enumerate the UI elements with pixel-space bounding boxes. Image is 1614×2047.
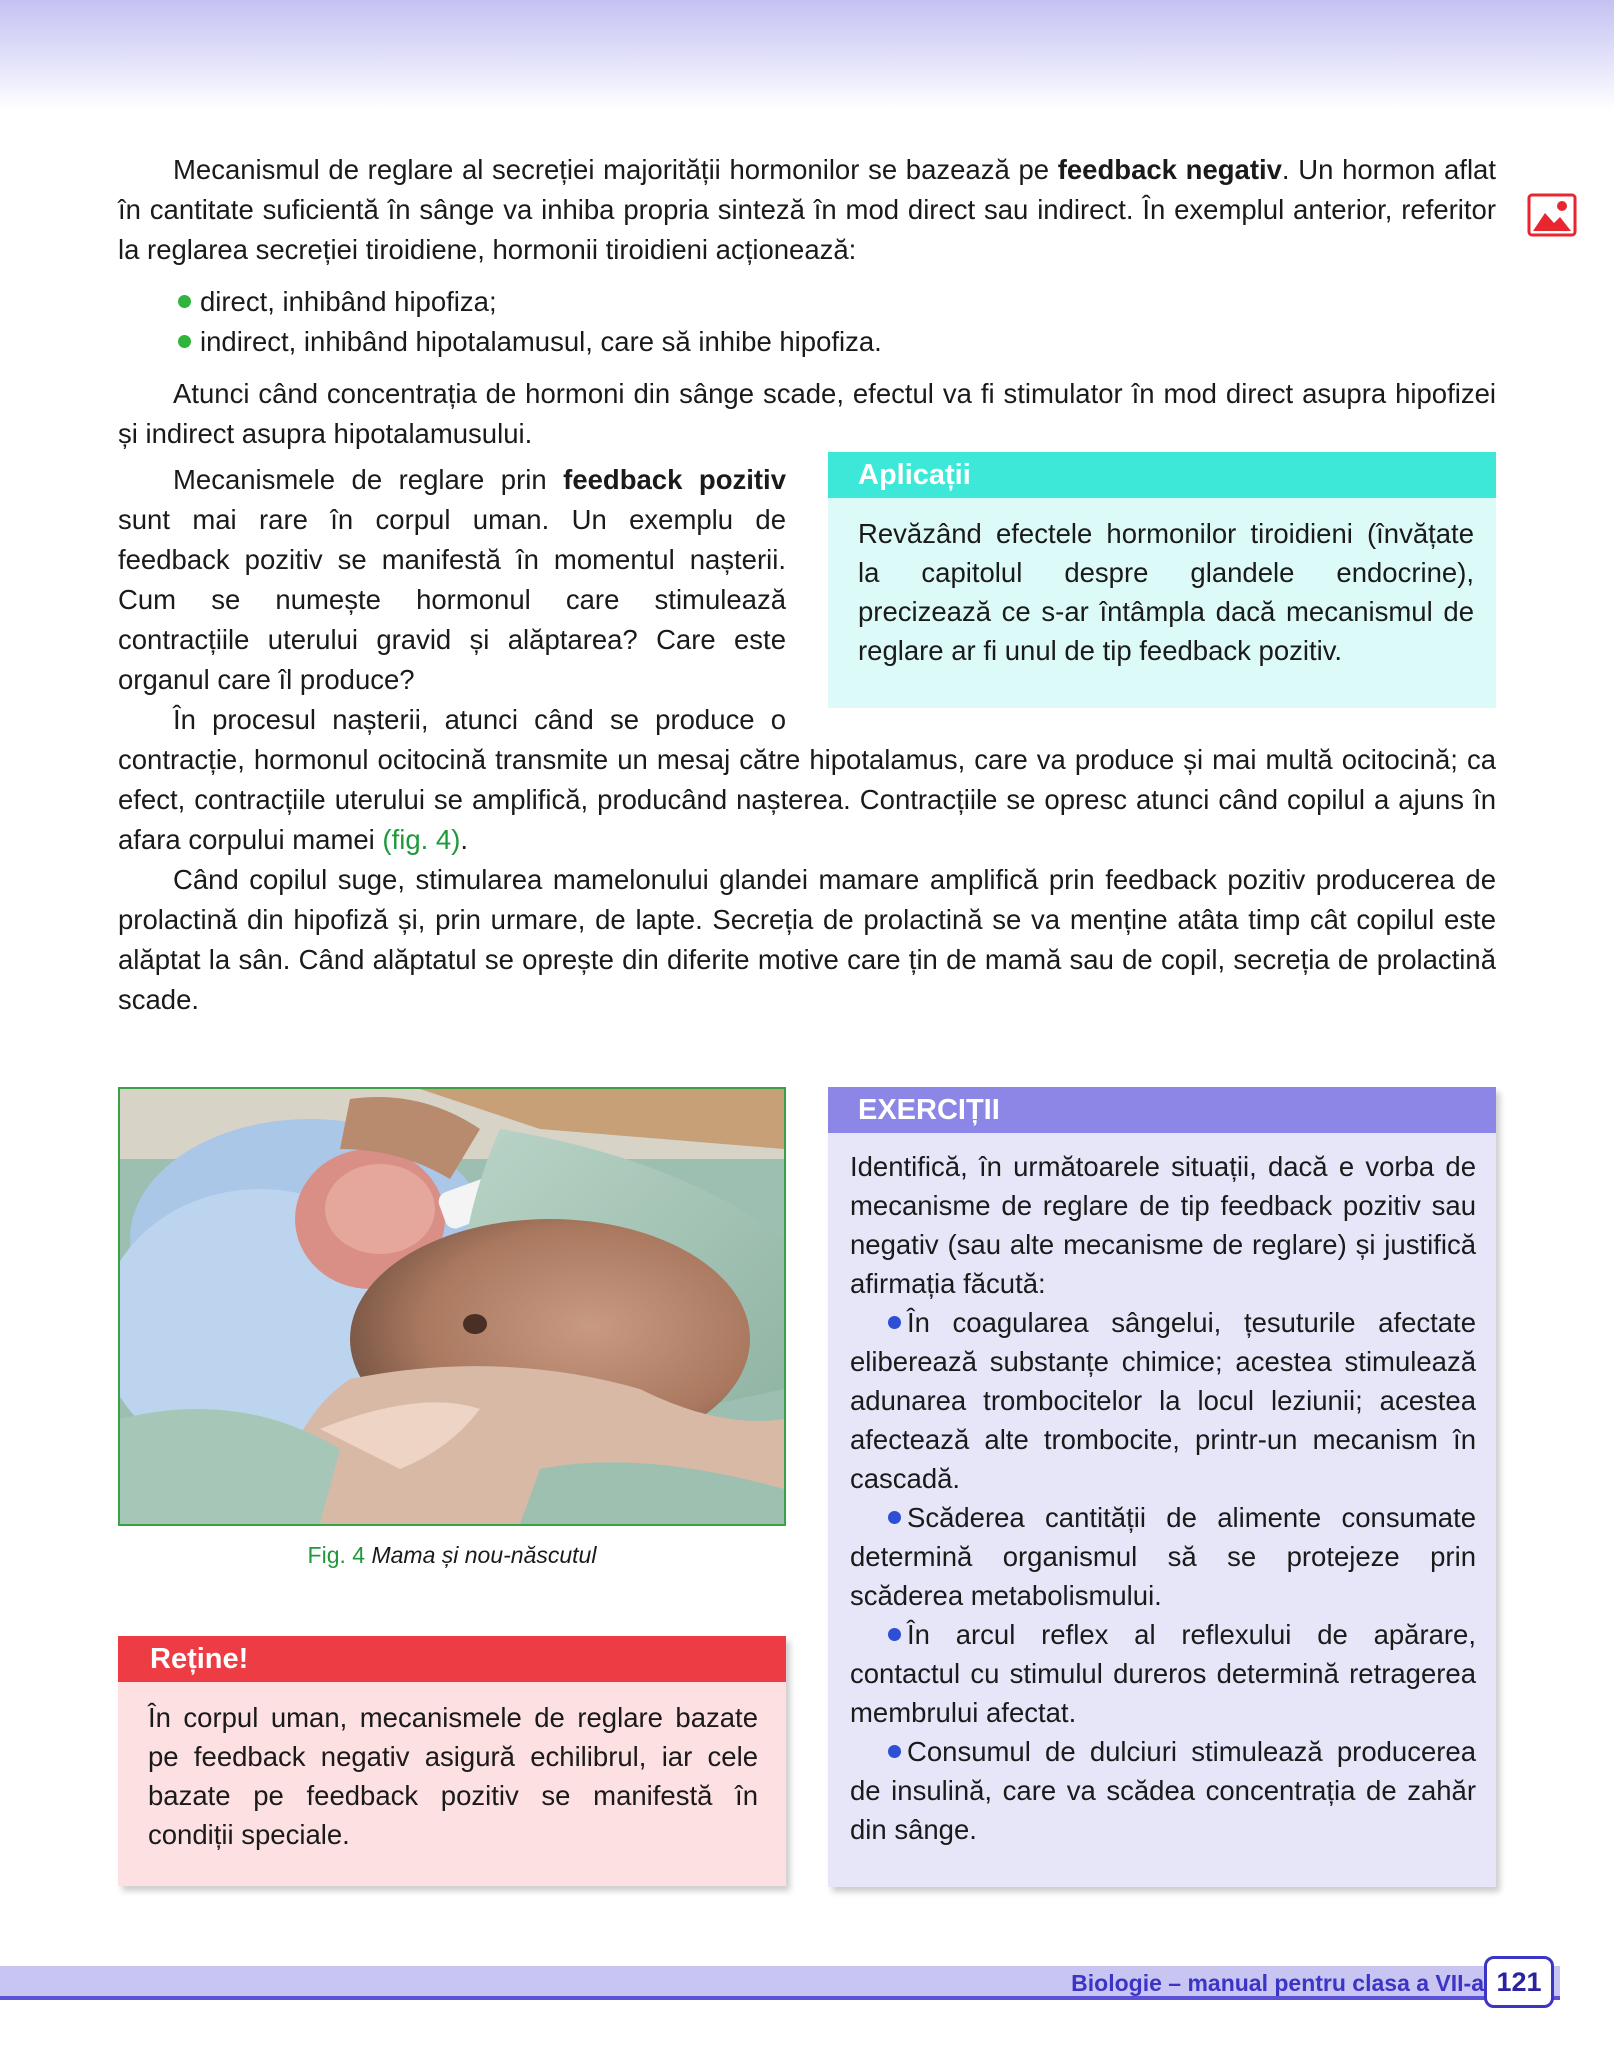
exercise-item: Scăderea cantității de alimente consumate determină organismul să se protejeze prin scăderea metabolismului. — [850, 1502, 1476, 1611]
exercise-item: În coagularea sângelui, țesuturile afectate eliberează substanțe chimice; acestea stimulează adunarea trombocitelor la locul leziunii; acestea afectează alte trombocite, printr-un mecanism în cascadă. — [850, 1307, 1476, 1494]
figure-label: Fig. 4 — [307, 1542, 366, 1568]
exercitii-box — [828, 1087, 1496, 1887]
figure-caption — [118, 1540, 786, 1570]
book-title: Biologie – manual pentru clasa a VII-a — [1071, 1970, 1484, 1996]
exercise-item: Consumul de dulciuri stimulează producerea de insulină, care va scădea concentrația de zahăr din sânge. — [850, 1736, 1476, 1845]
aplicatii-box — [828, 452, 1496, 708]
figure-reference: (fig. 4) — [382, 824, 461, 855]
retine-title: Reține! — [118, 1636, 786, 1682]
mother-newborn-photo — [118, 1087, 786, 1526]
retine-text: În corpul uman, mecanismele de reglare bazate pe feedback negativ asigură echilibrul, iar cele bazate pe feedback pozitiv se manifestă în condiții speciale. — [148, 1702, 758, 1850]
top-header-band — [0, 0, 1614, 110]
intro-paragraph-2: Atunci când concentrația de hormoni din sânge scade, efectul va fi stimulator în mod direct asupra hipofizei și indirect asupra hipotalamusului. — [118, 378, 1496, 449]
exercitii-body — [828, 1133, 1496, 1849]
continued-section — [118, 740, 1496, 1020]
list-item: direct, inhibând hipofiza; — [174, 282, 1496, 322]
prolactin-paragraph: Când copilul suge, stimularea mamelonului glandei mamare amplifică prin feedback pozitiv producerea de prolactină din hipofiză și, prin urmare, de lapte. Secreția de prolactină se va menține atâta timp cât copilul este alăptat la sân. Când alăptatul se oprește din diferite motive care țin de mamă sau de copil, secreția de prolactină scade. — [118, 864, 1496, 1015]
feedback-positive-section — [118, 460, 786, 740]
birth-paragraph-start: În procesul nașterii, atunci când se produce o — [173, 704, 786, 735]
image-icon — [1527, 193, 1577, 237]
bullet-dot-icon — [888, 1511, 901, 1524]
intro-paragraph-1: Mecanismul de reglare al secreției majorității hormonilor se bazează pe feedback negativ. Un hormon aflat în cantitate suficientă în sânge va inhiba propria sinteză în mod direct sau indirect. În exemplul anterior, referitor la reglarea secreției tiroidiene, hormonii tiroidieni acționează: — [118, 154, 1496, 265]
list-item: indirect, inhibând hipotalamusul, care să inhibe hipofiza. — [174, 322, 1496, 362]
bullet-dot-icon — [888, 1745, 901, 1758]
aplicatii-title: Aplicații — [828, 452, 1496, 498]
aplicatii-text: Revăzând efectele hormonilor tiroidieni (învățate la capitolul despre glandele endocrine), precizează ce s-ar întâmpla dacă mecanismul de reglare ar fi unul de tip feedback pozitiv. — [858, 518, 1474, 666]
page-number: 121 — [1484, 1956, 1554, 2008]
exercitii-title: EXERCIȚII — [828, 1087, 1496, 1133]
birth-paragraph-rest: contracție, hormonul ocitocină transmite un mesaj către hipotalamus, care va produce și mai multă ocitocină; ca efect, contracțiile uterului se amplifică, producând nașterea. Contracțiile se opresc atunci când copilul a ajuns în afara corpului mamei (fig. 4). — [118, 744, 1496, 855]
intro-section — [118, 150, 1496, 454]
bullet-dot-icon — [888, 1628, 901, 1641]
photo-illustration — [120, 1089, 784, 1524]
figure-caption-text: Mama și nou-născutul — [371, 1542, 597, 1568]
bullet-dot-icon — [888, 1316, 901, 1329]
feedback-positive-paragraph: Mecanismele de reglare prin feedback pozitiv sunt mai rare în corpul uman. Un exemplu de feedback pozitiv se manifestă în momentul nașterii. Cum se numește hormonul care stimulează contracțiile uterului gravid și alăptarea? Care este organul care îl produce? — [118, 464, 786, 695]
action-list — [174, 282, 1496, 362]
exercitii-intro: Identifică, în următoarele situații, dacă e vorba de mecanisme de reglare de tip feedback pozitiv sau negativ (sau alte mecanisme de reglare) și justifică afirmația făcută: — [850, 1151, 1476, 1299]
exercise-item: În arcul reflex al reflexului de apărare, contactul cu stimulul dureros determină retragerea membrului afectat. — [850, 1619, 1476, 1728]
retine-box — [118, 1636, 786, 1886]
